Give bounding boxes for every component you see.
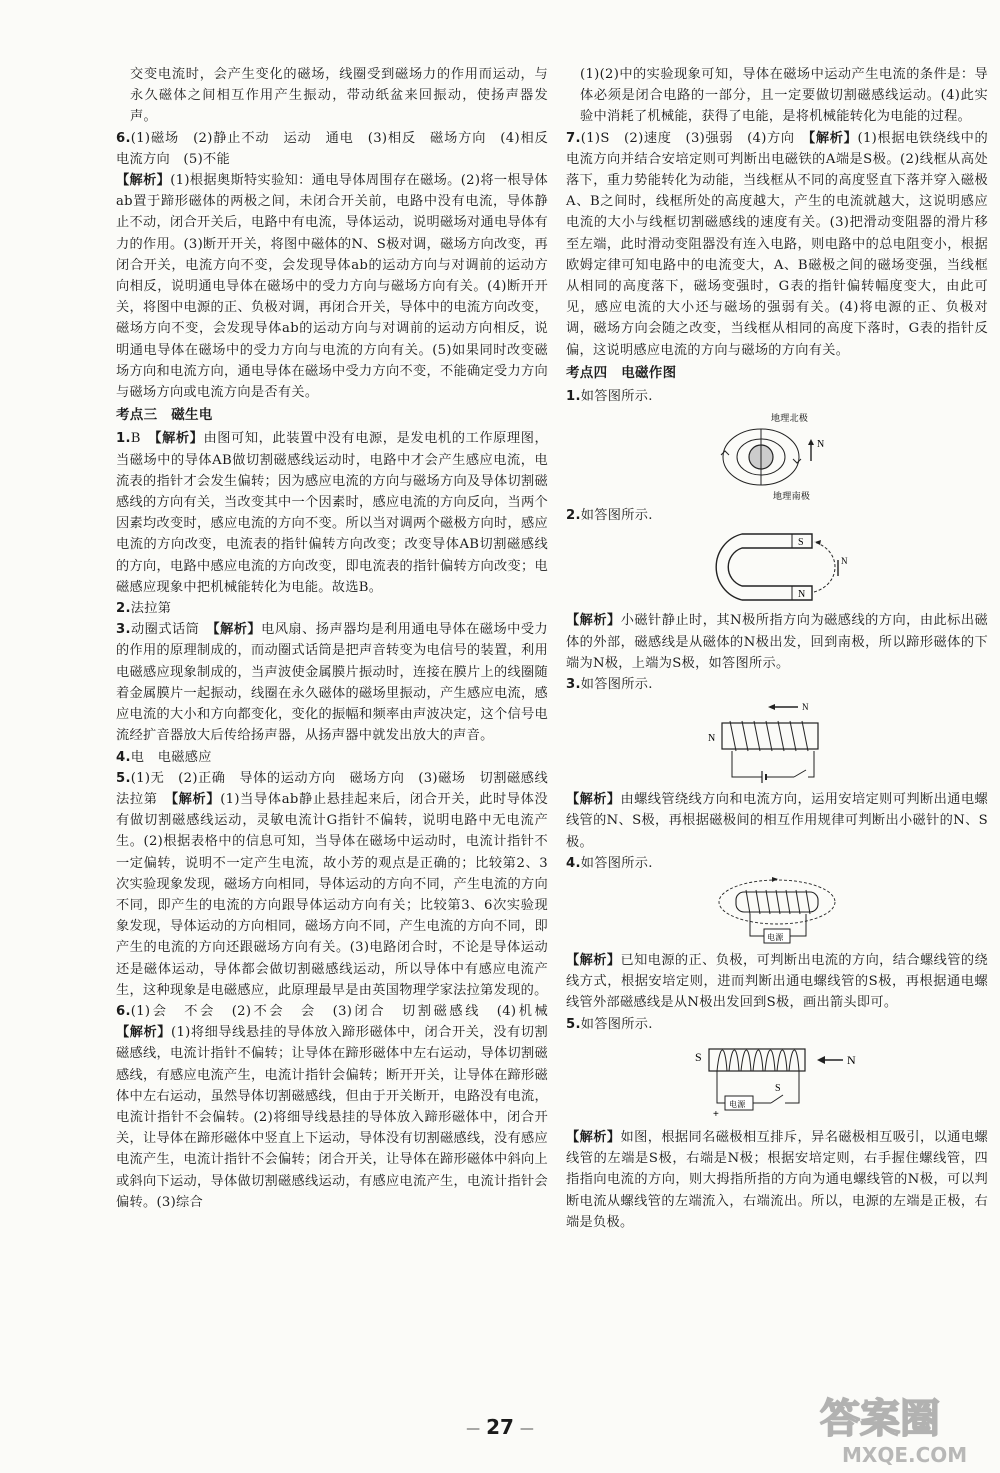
question-number: 5.: [566, 1016, 581, 1032]
section-3-title: 考点三 磁生电: [116, 407, 213, 424]
answer-text: (1)S (2)速度 (3)强弱 (4)方向: [580, 130, 809, 146]
drawing-2: [566, 505, 988, 526]
solenoid-compass-figure: [702, 697, 852, 785]
needle-tip: [817, 1056, 825, 1064]
analysis-tag: 【解析】: [171, 791, 221, 807]
question-number: 2.: [566, 508, 581, 524]
analysis-tag: 【解析】: [566, 953, 621, 969]
question-5: [116, 768, 562, 1001]
question-number: 5.: [116, 770, 131, 786]
needle-label: N: [802, 702, 809, 713]
drawing-4: [566, 853, 988, 874]
right-column: [566, 64, 988, 1233]
question-number: 2.: [116, 601, 131, 617]
drawing-caption: 如答图所示.: [580, 855, 653, 871]
analysis-tag: 【解析】: [116, 1025, 171, 1041]
analysis-text: 电风扇、扬声器均是利用通电导体在磁场中受力的作用的原理制成的，而动圈式话筒是把声音转变为电信号的装置，利用电磁感应现象制成的，当声波使金属膜片振动时，连接在膜片上的线圈随着金属膜片一起振动，线圈在永久磁体的磁场里振动，产生感应电流，感应电流的大小和方向都变化，变化的振幅和频率由声波决定，这个信号电流经扩音器放大后传给扬声器，从扬声器中就发出放大的声音。: [116, 622, 548, 744]
question-number: 1.: [566, 389, 581, 405]
answer-text: (1)磁场 (2)静止不动 运动 通电 (3)相反 磁场方向 (4)相反 电流方向 (5)不能: [116, 130, 562, 167]
analysis-text: 由图可知，此装置中没有电源，是发电机的工作原理图，当磁场中的导体AB做切割磁感线运动时，电路中才会产生感应电流，电流表的指针才会发生偏转；因为感应电流的方向与磁场方向及导体切割磁感线的方向有关，当改变其中一个因素时，感应电流的方向反向，当两个因素均改变时，感应电流的方向不变。所以当对调两个磁极方向时，感应电流的方向改变，电流表的指针偏转方向改变；改变导体AB切割磁感线的方向，电路中感应电流的方向改变，即电流表的指针偏转方向改变；电磁感应现象中把机械能转化为电能。故选B。: [116, 431, 548, 595]
drawing-3: [566, 674, 988, 695]
page-number-dash: —: [466, 1420, 481, 1437]
geo-south-label: 地理南极: [773, 492, 811, 502]
left-paragraph-continued: 交变电流时，会产生变化的磁场，线圈受到磁场力的作用而运动，与永久磁体之间相互作用产生振动，带动纸盆来回振动，使扬声器发声。: [130, 67, 548, 125]
arrow-head: [815, 540, 821, 545]
question-7: [566, 128, 988, 361]
watermark-text: 答案圈: [820, 1396, 940, 1442]
answer-text: 电 电磁感应: [130, 749, 212, 765]
analysis-d3: [566, 789, 988, 853]
question-6: [116, 128, 562, 170]
positive-terminal-label: +: [713, 1108, 720, 1120]
needle-label: N: [841, 556, 848, 567]
needle-tip: [768, 704, 775, 710]
watermark-logo: [812, 1378, 992, 1468]
page-number-dash: —: [519, 1420, 534, 1437]
analysis-d2: [566, 610, 988, 674]
analysis-tag: 【解析】: [566, 792, 621, 808]
drawing-caption: 如答图所示.: [580, 389, 653, 405]
question-number: 1.: [116, 431, 131, 447]
answer-text: 动圈式话筒: [130, 622, 213, 638]
solenoid-power-figure: [687, 1037, 867, 1123]
solenoid-s-label: S: [695, 1049, 702, 1064]
analysis-text: (1)根据电铁绕线中的电流方向并结合安培定则可判断出电磁铁的A端是S极。(2)线框从高处落下，重力势能转化为动能，当线框从不同的高度竖直下落并穿入磁极A、B之间时，线框所处的高度越大，产生的电流就越大，这说明感应电流的大小与线框切割磁感线的速度有关。(3)把滑动变阻器的滑片移至左端，此时滑动变阻器没有连入电路，则电路中的总电阻变小，根据欧姆定律可知电路中的电流变大，A、B磁极之间的磁场变强，当线框从相同的高度落下，磁场变强时，G表的指针偏转幅度变大，由此可见，感应电流的大小还与磁场的强弱有关。(4)将电源的正、负极对调，磁场方向会随之改变，当线框从相同的高度下落时，G表的指针反偏，这说明感应电流的方向与磁场的方向有关。: [566, 130, 989, 358]
analysis-tag: 【解析】: [213, 622, 262, 638]
question-number: 4.: [566, 855, 581, 871]
analysis-tag: 【解析】: [566, 1129, 621, 1145]
earth-magnetic-field-figure: [707, 409, 847, 501]
right-paragraph-continued: (1)(2)中的实验现象可知，导体在磁场中运动产生电流的条件是：导体必须是闭合电路的一部分，且一定要做切割磁感线运动。(4)此实验中消耗了机械能，获得了电能，是将机械能转化为电能的过程。: [580, 67, 988, 125]
analysis-tag: 【解析】: [808, 130, 858, 146]
question-4: [116, 747, 548, 768]
drawing-caption: 如答图所示.: [580, 677, 653, 693]
drawing-5: [566, 1014, 988, 1035]
circuit-wire: [790, 914, 806, 936]
solenoid-coil: [746, 890, 810, 914]
needle-tip: [808, 439, 814, 445]
analysis-text: 由螺线管绕线方向和电流方向，运用安培定则可判断出通电螺线管的N、S极，再根据磁极间的相互作用规律可判断出小磁针的N、S极。: [566, 792, 988, 850]
arrow-head: [793, 459, 801, 463]
circuit-wire: [750, 914, 764, 936]
drawing-caption: 如答图所示.: [580, 1016, 653, 1032]
solenoid-coil: [717, 1050, 799, 1071]
field-line: [814, 542, 835, 592]
power-source-label: 电源: [767, 933, 784, 943]
page-number-value: 27: [486, 1415, 514, 1439]
question-2: [116, 598, 548, 619]
left-column: [116, 64, 562, 1213]
analysis-d4: [566, 950, 988, 1014]
answer-text: B: [130, 431, 155, 447]
circuit-wire: [732, 751, 762, 777]
section-4-title: 考点四 电磁作图: [566, 364, 677, 381]
answer-text: (1)会 不会 (2)不会 会 (3)闭合 切割磁感线 (4)机械: [130, 1003, 562, 1019]
circuit-switch: [794, 770, 806, 777]
analysis-tag: 【解析】: [116, 173, 171, 189]
answer-text: (1)无 (2)正确 导体的运动方向 磁场方向 (3)磁场 切割磁感线 法拉第: [116, 770, 562, 807]
pole-s-label: S: [798, 537, 804, 549]
arrow-head: [772, 877, 778, 882]
answer-text: 法拉第: [130, 601, 172, 617]
circuit-wire: [785, 1071, 799, 1103]
drawing-caption: 如答图所示.: [580, 508, 653, 524]
needle-label: N: [817, 439, 825, 451]
pole-n-label: N: [798, 589, 806, 601]
question-number: 3.: [116, 622, 131, 638]
question-number: 3.: [566, 677, 581, 693]
analysis-tag: 【解析】: [566, 613, 621, 629]
circuit-switch: [771, 1095, 783, 1103]
analysis-d5: [566, 1127, 988, 1233]
solenoid-field-figure: [712, 876, 842, 946]
analysis-text: 已知电源的正、负极，可判断出电流的方向，结合螺线管的绕线方式，根据安培定则，进而判断出通电螺线管的S极，再根据通电螺线管外部磁感线是从N极出发回到S极，画出箭头即可。: [566, 953, 988, 1011]
horseshoe-magnet-figure: [702, 528, 852, 606]
analysis-tag: 【解析】: [154, 431, 204, 447]
question-3: [116, 619, 548, 746]
power-source-label: 电源: [729, 1099, 746, 1109]
question-number: 6.: [116, 1003, 131, 1019]
geo-north-label: 地理北极: [771, 414, 809, 425]
circuit-wire: [808, 751, 814, 777]
circuit-wire: [717, 1071, 725, 1103]
analysis-text: 小磁针静止时，其N极所指方向为磁感线的方向，由此标出磁体的外部，磁感线是从磁体的N极出发，回到南极，所以蹄形磁体的下端为N极，上端为S极，如答图所示。: [566, 613, 988, 671]
analysis-6: [116, 170, 548, 403]
solenoid-n-label: N: [847, 1052, 856, 1067]
switch-label: S: [775, 1082, 781, 1094]
arrow-head: [721, 451, 729, 455]
drawing-1: [566, 386, 988, 407]
solenoid-coil: [730, 721, 808, 751]
analysis-text: (1)将细导线悬挂的导体放入蹄形磁体中，闭合开关，没有切割磁感线，电流计指针不偏转；让导体在蹄形磁体中左右运动，导体切割磁感线，有感应电流产生，电流计指针会偏转；断开开关，让导体在蹄形磁体中左右运动，虽然导体切割磁感线，但由于开关断开，电路没有电流，电流计指针不会偏转。(2)将细导线悬挂的导体放入蹄形磁体中，闭合开关，让导体在蹄形磁体中竖直上下运动，导体没有切割磁感线，没有感应电流产生，电流计指针不会偏转；闭合开关，让导体在蹄形磁体中斜向上或斜向下运动，导体做切割磁感线运动，有感应电流产生，电流计指针会偏转。(3)综合: [116, 1025, 548, 1210]
question-1: [116, 428, 548, 598]
question-number: 6.: [116, 130, 131, 146]
question-number: 4.: [116, 749, 131, 765]
question-6b: [116, 1001, 562, 1213]
analysis-text: (1)当导体ab静止悬挂起来后，闭合开关，此时导体没有做切割磁感线运动，灵敏电流计G指针不偏转，说明电路中无电流产生。(2)根据表格中的信息可知，当导体在磁场中运动时，电流计指针不一定偏转，说明不一定产生电流，故小芳的观点是正确的；比较第2、3次实验现象发现，磁场方向相同，导体运动的方向不同，产生电流的方向不同，即产生的电流的方向跟导体运动方向有关；比较第3、6次实验现象发现，导体运动的方向相同，磁场方向不同，产生电流的方向不同，即产生的电流的方向还跟磁场方向有关。(3)电路闭合时，不论是导体运动还是磁体运动，导体都会做切割磁感线运动，所以导体中有感应电流产生，这种现象是电磁感应，此原理最早是由英国物理学家法拉第发现的。: [116, 791, 548, 998]
analysis-text: (1)根据奥斯特实验知：通电导体周围存在磁场。(2)将一根导体ab置于蹄形磁体的两极之间，未闭合开关前，电路中没有电流，导体静止不动，闭合开关后，电路中有电流，导体运动，说明磁场对通电导体有力的作用。(3)断开开关，将图中磁体的N、S极对调，磁场方向改变，再闭合开关，电流方向不变，会发现导体ab的运动方向与对调前的运动方向相反，说明通电导体在磁场中的受力方向与磁场方向有关。(4)断开开关，将图中电源的正、负极对调，再闭合开关，导体中的电流方向改变，磁场方向不变，会发现导体ab的运动方向与对调前的运动方向相反，说明通电导体在磁场中的受力方向与电流的方向有关。(5)如果同时改变磁场方向和电流方向，通电导体在磁场中受力方向不变，不能确定受力方向与磁场方向或电流方向是否有关。: [116, 173, 548, 401]
analysis-text: 如图，根据同名磁极相互排斥，异名磁极相互吸引，以通电螺线管的左端是S极，右端是N极；根据安培定则，右手握住螺线管，四指指向电流的方向，则大拇指所指的方向为通电螺线管的N极，可以判断电流从螺线管的左端流入，右端流出。所以，电源的左端是正极，右端是负极。: [566, 1129, 988, 1230]
solenoid-left-label: N: [708, 733, 716, 745]
question-number: 7.: [566, 130, 581, 146]
watermark-url: MXQE.COM: [842, 1443, 968, 1467]
